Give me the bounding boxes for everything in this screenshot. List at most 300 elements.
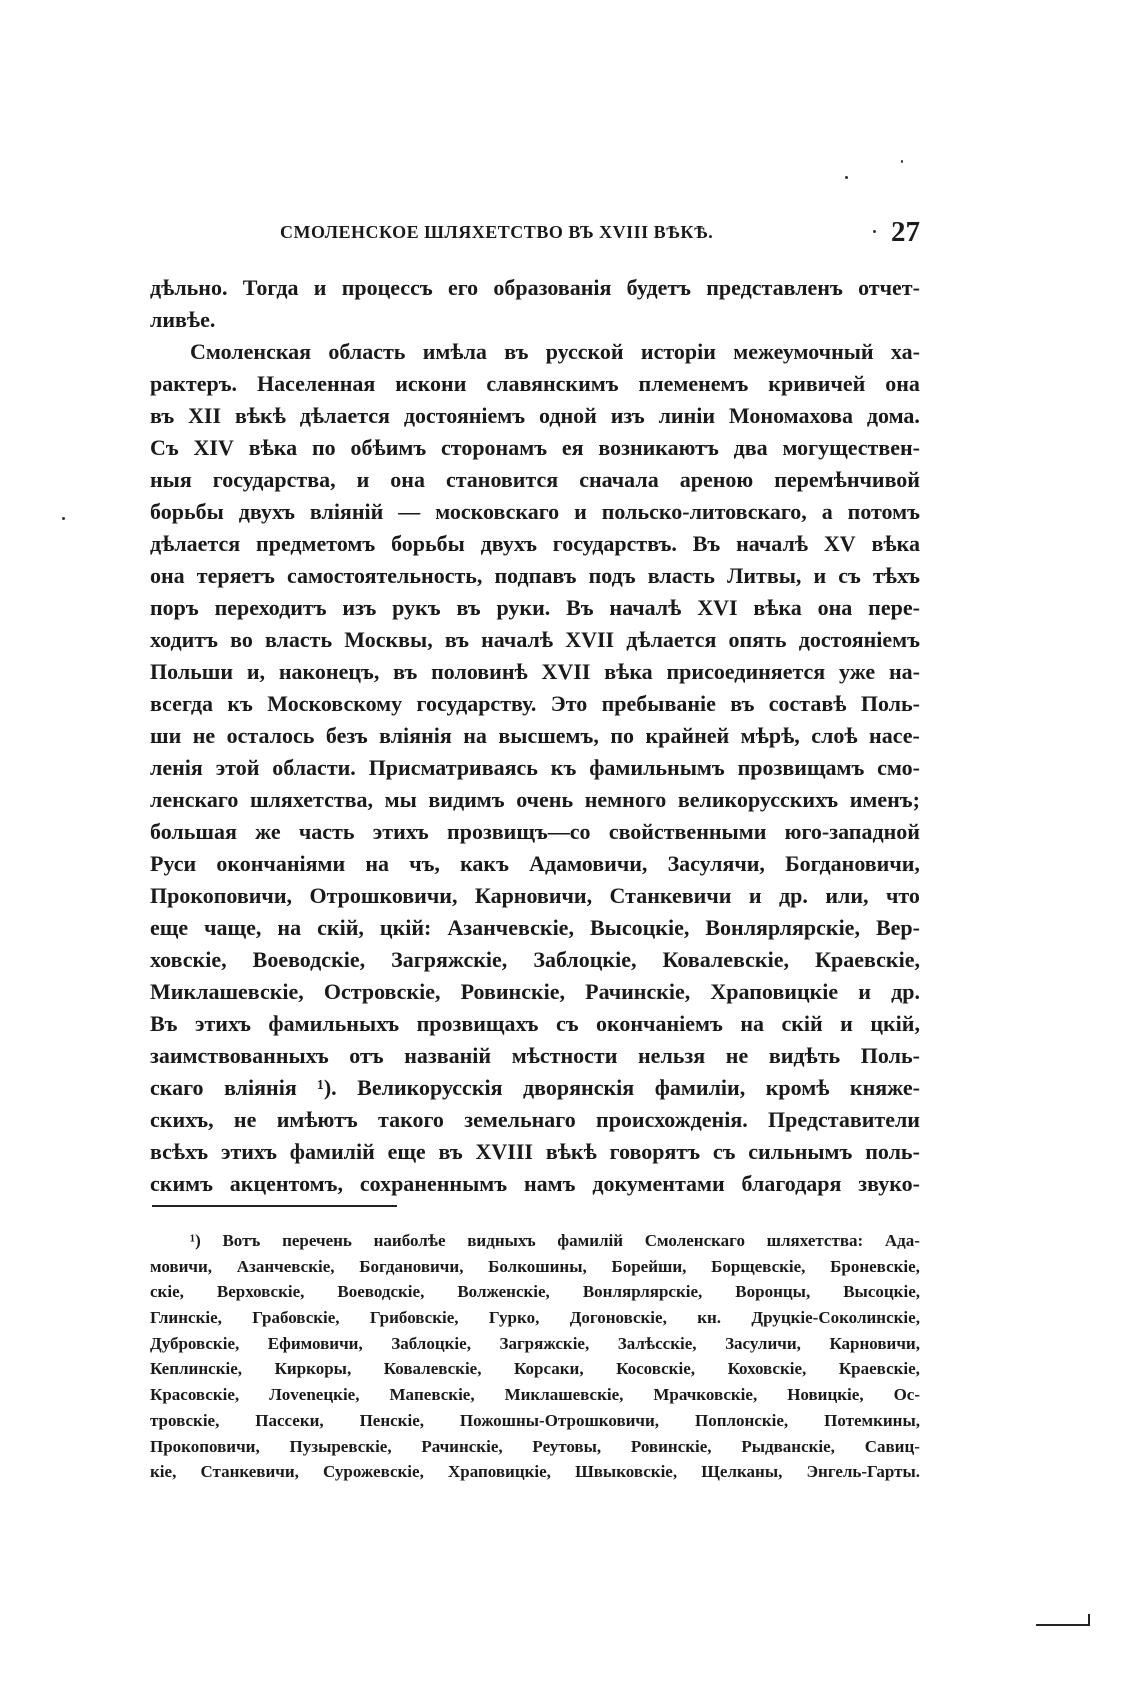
word: польско-литовскаго, — [601, 499, 807, 524]
word: и — [748, 883, 762, 908]
word: на — [365, 851, 390, 876]
word: наконецъ, — [278, 659, 380, 684]
word: юго-западной — [784, 819, 920, 844]
word: скіе, — [150, 1282, 184, 1302]
word: самостоятельность, — [286, 563, 483, 588]
word: смо- — [877, 755, 920, 780]
word: Поль- — [860, 1043, 920, 1068]
word: на — [740, 1011, 764, 1036]
word: и — [356, 467, 370, 492]
word: Отрошковичи, — [309, 883, 458, 908]
footnote-line — [150, 1254, 920, 1280]
word: процессъ — [341, 275, 433, 300]
word: имѣла — [422, 339, 487, 364]
word: и — [858, 979, 871, 1004]
word: составѣ — [768, 691, 847, 716]
word: ареною — [679, 467, 754, 492]
word: сначала — [579, 467, 659, 492]
word: Швыковскіе, — [575, 1462, 678, 1482]
word: дома. — [866, 403, 920, 428]
word: Краевскіе, — [815, 947, 920, 972]
word: сохраненнымъ — [359, 1171, 508, 1196]
word: Вер- — [875, 915, 920, 940]
word: намъ — [523, 1171, 576, 1196]
word: прозвищамъ — [737, 755, 865, 780]
word: изъ — [342, 595, 377, 620]
word: Мaпевскіе, — [389, 1385, 475, 1405]
word: Азанчевскіе, — [447, 915, 574, 940]
word: Населенная — [257, 371, 376, 396]
text-line — [150, 560, 920, 592]
footnote-line — [150, 1305, 920, 1331]
footnote-line — [150, 1331, 920, 1357]
word: теряетъ — [196, 563, 275, 588]
word: вліянія — [379, 723, 452, 748]
word: Тогда — [242, 275, 299, 300]
word: Ровинскіе, — [460, 979, 566, 1004]
word: говорятъ — [609, 1139, 701, 1164]
word: обѣимъ — [350, 435, 427, 460]
word: Глинскіе, — [150, 1308, 222, 1328]
text-line — [150, 496, 920, 528]
word: Представители — [768, 1107, 920, 1132]
word: Карновичи, — [829, 1333, 920, 1353]
word: рактеръ. — [150, 371, 238, 396]
word: и, — [246, 659, 266, 684]
word: московскаго — [435, 499, 560, 524]
word: Ос- — [893, 1385, 920, 1405]
word: достояніемъ — [798, 627, 920, 652]
scan-corner-mark — [1036, 1614, 1090, 1626]
word: Догоновскіе, — [569, 1308, 667, 1328]
word: Загряжскіе, — [499, 1333, 590, 1353]
word: Ковалевскіе, — [662, 947, 789, 972]
word: Храповицкіе — [710, 979, 839, 1004]
word: Ада- — [884, 1231, 920, 1250]
text-line: ливѣе. — [150, 307, 216, 332]
text-line — [150, 400, 920, 432]
word: достояніемъ — [403, 403, 526, 428]
word: возникаютъ — [598, 435, 719, 460]
word: вліяній — [309, 499, 384, 524]
word: XV — [823, 531, 856, 556]
scan-speck — [62, 517, 65, 520]
footnote-line — [150, 1459, 920, 1485]
word: Московскому — [267, 691, 403, 716]
text-line — [150, 432, 920, 464]
word: двухъ — [238, 499, 295, 524]
word: началѣ — [609, 595, 682, 620]
word: племенемъ — [638, 371, 749, 396]
word: Мрачковскіе, — [653, 1385, 758, 1405]
word: дѣлается — [626, 627, 717, 652]
word: Киркоры, — [274, 1359, 352, 1379]
word: рукъ — [392, 595, 441, 620]
word: окончаніями — [216, 851, 346, 876]
word: пере- — [868, 595, 920, 620]
text-line — [150, 752, 920, 784]
word: Пассеки, — [255, 1410, 324, 1430]
page-header — [150, 216, 920, 256]
word: Броневскіе, — [830, 1256, 920, 1276]
word: мы — [384, 787, 417, 812]
word: Богдановичи, — [359, 1256, 464, 1276]
word: съ — [555, 1011, 579, 1036]
word: Друцкіе-Соколинскіе, — [751, 1308, 920, 1328]
word: Пенскіе, — [359, 1410, 425, 1430]
word: или, — [825, 883, 869, 908]
text-line — [150, 688, 920, 720]
word: государству. — [416, 691, 537, 716]
word: фамилій — [289, 1139, 375, 1164]
word: документами — [592, 1171, 725, 1196]
word: государства, — [212, 467, 336, 492]
text-line — [150, 816, 920, 848]
word: этихъ — [372, 819, 429, 844]
word: XVII — [541, 659, 591, 684]
text-line — [150, 1104, 920, 1136]
word: пребываніе — [601, 691, 716, 716]
word: началѣ — [736, 531, 809, 556]
word: славянскимъ — [486, 371, 619, 396]
scan-speck — [901, 160, 903, 163]
word: Поплонскіе, — [694, 1410, 789, 1430]
running-title: СМОЛЕНСКОЕ ШЛЯХЕТСТВО ВЪ XVIII ВѢКѢ. — [280, 222, 714, 242]
word: Рачинскіе, — [421, 1436, 503, 1456]
word: Пузыревскіе, — [289, 1436, 392, 1456]
word: насе- — [869, 723, 920, 748]
word: фамилій — [557, 1231, 624, 1250]
text-line — [150, 976, 920, 1008]
word: немного — [584, 787, 667, 812]
text-line — [150, 592, 920, 624]
word: къ — [227, 691, 253, 716]
word: государствъ. — [552, 531, 677, 556]
word: Красовскіе, — [150, 1385, 240, 1405]
word: еще — [150, 915, 189, 940]
word: области. — [272, 755, 356, 780]
word: мѣрѣ, — [740, 723, 800, 748]
word: тѣхъ — [872, 563, 920, 588]
scan-speck — [873, 230, 876, 233]
word: скихъ, — [150, 1107, 214, 1132]
word: Высоцкіе, — [843, 1282, 920, 1302]
word: Воеводскіе, — [252, 947, 366, 972]
word: власть — [647, 563, 715, 588]
text-line — [150, 1072, 920, 1104]
scan-speck — [845, 176, 848, 179]
word: не — [192, 723, 216, 748]
word: Смоленскаго — [644, 1231, 745, 1250]
word: она — [885, 371, 920, 396]
word: чъ, — [409, 851, 440, 876]
word: во — [230, 627, 253, 652]
word: дѣлается — [299, 403, 390, 428]
text-line — [150, 848, 920, 880]
word: въ — [393, 659, 418, 684]
word: линіи — [658, 403, 716, 428]
text-line — [150, 784, 920, 816]
word: Карновичи, — [474, 883, 593, 908]
word: вѣкѣ — [545, 1139, 597, 1164]
word: ха- — [890, 339, 920, 364]
text-line — [150, 1008, 920, 1040]
word: русской — [545, 339, 624, 364]
footnote-line — [150, 1279, 920, 1305]
word: фамильныхъ — [268, 1011, 400, 1036]
word: окончаніемъ — [596, 1011, 723, 1036]
word: Въ — [150, 1011, 178, 1036]
word: происхожденія. — [596, 1107, 748, 1132]
word: перемѣнчивой — [774, 467, 920, 492]
word: Заблоцкіе, — [533, 947, 637, 972]
word: Косовскіе, — [616, 1359, 695, 1379]
word: дворянскія — [523, 1075, 635, 1100]
word: подъ — [588, 563, 636, 588]
word: и — [813, 563, 827, 588]
word: Сурожевскіе, — [323, 1462, 424, 1482]
word: двухъ — [480, 531, 537, 556]
word: нельзя — [638, 1043, 706, 1068]
text-line — [150, 656, 920, 688]
word: два — [733, 435, 768, 460]
word: вѣка — [871, 531, 920, 556]
word: ныя — [150, 467, 192, 492]
word: отчет- — [858, 275, 920, 300]
word: переходитъ — [214, 595, 327, 620]
text-line — [150, 1136, 920, 1168]
word: Волженскіе, — [457, 1282, 550, 1302]
word: съ — [712, 1139, 736, 1164]
word: др. — [891, 979, 920, 1004]
word: въ — [444, 627, 469, 652]
word: благодаря — [741, 1171, 842, 1196]
word: видныхъ — [467, 1231, 536, 1250]
word: кн. — [697, 1308, 722, 1328]
word: скимъ — [150, 1171, 213, 1196]
text-line — [150, 336, 920, 368]
word: изъ — [610, 403, 645, 428]
word: Верховскіе, — [216, 1282, 305, 1302]
word: — — [398, 499, 421, 524]
word: Грибовскіе, — [369, 1308, 459, 1328]
word: представленъ — [706, 275, 843, 300]
word: великорусскихъ — [677, 787, 839, 812]
word: а — [821, 499, 833, 524]
word: княже- — [849, 1075, 920, 1100]
text-line — [150, 624, 920, 656]
word: къ — [550, 755, 577, 780]
word: скій, — [317, 915, 364, 940]
text-line — [150, 1168, 920, 1200]
word: становится — [445, 467, 559, 492]
word: еще — [387, 1139, 426, 1164]
text-line — [150, 368, 920, 400]
word: кривичей — [768, 371, 866, 396]
word: чаще, — [204, 915, 262, 940]
text-line — [150, 880, 920, 912]
word: тровскіе, — [150, 1410, 220, 1430]
word: осталось — [226, 723, 315, 748]
word: она — [390, 467, 425, 492]
word: Великорусскія — [357, 1075, 503, 1100]
word: XVI — [697, 595, 738, 620]
word: въ — [438, 1139, 463, 1164]
word: на- — [888, 659, 920, 684]
word: фамильнымъ — [589, 755, 725, 780]
word: будетъ — [626, 275, 691, 300]
word: Прокоповичи, — [150, 1436, 260, 1456]
footnote-divider — [152, 1205, 397, 1207]
word: названій — [404, 1043, 492, 1068]
word: поль- — [865, 1139, 920, 1164]
word: XII — [188, 403, 222, 428]
word: Станкевичи — [609, 883, 732, 908]
word: поръ — [150, 595, 199, 620]
word: въ — [456, 595, 481, 620]
word: его — [447, 275, 479, 300]
word: отъ — [349, 1043, 384, 1068]
word: Поль- — [860, 691, 920, 716]
word: большая — [150, 819, 237, 844]
word: ши — [150, 723, 182, 748]
word: Присматриваясь — [368, 755, 538, 780]
text-line — [150, 912, 920, 944]
word: и — [574, 499, 587, 524]
word: Новицкіе, — [787, 1385, 864, 1405]
word: Дубровскіе, — [150, 1333, 240, 1353]
word: вѣка — [753, 595, 802, 620]
word: высшемъ, — [498, 723, 599, 748]
word: въ — [504, 339, 529, 364]
word: Рачинскіе, — [585, 979, 691, 1004]
text-line — [150, 1040, 920, 1072]
word: Воронцы, — [735, 1282, 811, 1302]
word: безъ — [325, 723, 368, 748]
word: Загряжскіе, — [391, 947, 508, 972]
word: др. — [779, 883, 808, 908]
word: XVIII — [475, 1139, 533, 1164]
word: Гурко, — [488, 1308, 540, 1328]
word: Вонлярлярскіе, — [582, 1282, 703, 1302]
word: ея — [561, 435, 584, 460]
footnote-line — [150, 1382, 920, 1408]
footnote-line — [150, 1408, 920, 1434]
word: XIV — [193, 435, 234, 460]
word: Вотъ — [222, 1231, 261, 1250]
word: борьбы — [391, 531, 465, 556]
word: Щелканы, — [701, 1462, 783, 1482]
word: Грабовскіе, — [252, 1308, 340, 1328]
word: земельнаго — [464, 1107, 576, 1132]
word: Станкевичи, — [200, 1462, 299, 1482]
word: этихъ — [194, 1011, 251, 1036]
word: этихъ — [220, 1139, 277, 1164]
word: дѣльно. — [150, 275, 228, 300]
word: этой — [215, 755, 260, 780]
word: на — [463, 723, 487, 748]
word: Коховскіе, — [727, 1359, 807, 1379]
word: исторіи — [640, 339, 716, 364]
word: искони — [395, 371, 467, 396]
word: всѣхъ — [150, 1139, 209, 1164]
footnote-line — [150, 1434, 920, 1460]
word: съ — [838, 563, 861, 588]
word: скій — [781, 1011, 823, 1036]
word: Воеводскіе, — [337, 1282, 425, 1302]
word: шляхетства, — [249, 787, 374, 812]
word: фамиліи, — [654, 1075, 746, 1100]
word: очень — [516, 787, 574, 812]
word: имѣютъ — [276, 1107, 358, 1132]
word: Болкошины, — [488, 1256, 587, 1276]
word: цкій: — [379, 915, 432, 940]
word: свойственными — [608, 819, 767, 844]
word: слоѣ — [811, 723, 858, 748]
word: Это — [550, 691, 588, 716]
word: Пожошны-Отрошковичи, — [459, 1410, 660, 1430]
word: часть — [298, 819, 355, 844]
word: ходитъ — [150, 627, 218, 652]
word: половинѣ — [431, 659, 528, 684]
word: ¹) — [190, 1231, 201, 1250]
word: такого — [378, 1107, 444, 1132]
word: Прокоповичи, — [150, 883, 293, 908]
word: Корсаки, — [514, 1359, 584, 1379]
word: присоединяется — [666, 659, 826, 684]
word: Ровинскіе, — [630, 1436, 712, 1456]
word: Азанчевскіе, — [236, 1256, 335, 1276]
word: предметомъ — [256, 531, 376, 556]
word: межеумочный — [733, 339, 874, 364]
word: Высоцкіе, — [589, 915, 690, 940]
word: же — [255, 819, 281, 844]
word: XVII — [565, 627, 615, 652]
word: вѣка — [604, 659, 653, 684]
word: Рыдванскіе, — [741, 1436, 835, 1456]
text-line — [150, 528, 920, 560]
word: дѣлается — [150, 531, 241, 556]
word: Литвы, — [726, 563, 802, 588]
word: Краевскіе, — [838, 1359, 920, 1379]
footnote-line — [150, 1228, 920, 1254]
text-line — [150, 464, 920, 496]
word: что — [886, 883, 920, 908]
word: сильнымъ — [748, 1139, 853, 1164]
word: Въ — [566, 595, 594, 620]
word: Потемкины, — [824, 1410, 920, 1430]
word: Энгель-Гарты. — [806, 1462, 920, 1482]
word: вѣка — [248, 435, 298, 460]
word: подпавъ — [494, 563, 577, 588]
word: одной — [538, 403, 597, 428]
text-line — [150, 272, 920, 304]
word: могуществен- — [782, 435, 920, 460]
word: прозвищахъ — [416, 1011, 539, 1036]
word: Лovenецкіе, — [269, 1385, 360, 1405]
text-line — [150, 720, 920, 752]
word: и — [313, 275, 327, 300]
word: ¹). — [317, 1075, 337, 1100]
footnote-line — [150, 1356, 920, 1382]
word: Борщевскіе, — [711, 1256, 806, 1276]
word: звуко- — [858, 1171, 920, 1196]
word: мовичи, — [150, 1256, 213, 1276]
word: въ — [150, 403, 175, 428]
word: Миклашевскіе, — [504, 1385, 624, 1405]
word: борьбы — [150, 499, 224, 524]
word: Ефимовичи, — [267, 1333, 363, 1353]
